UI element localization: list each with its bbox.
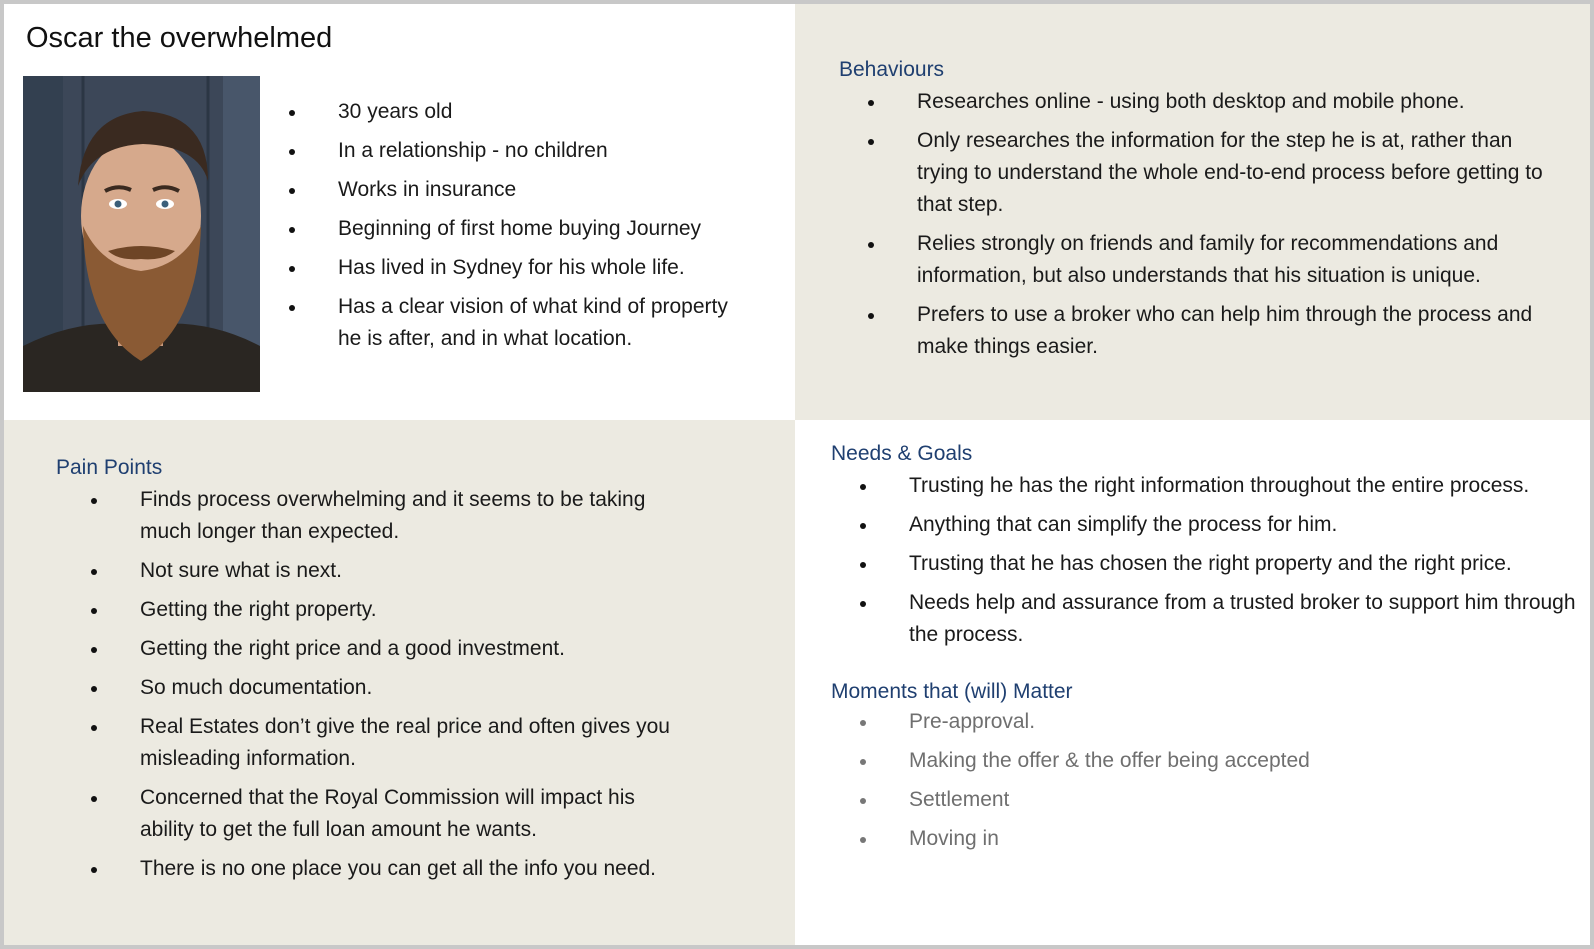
bullet-icon <box>289 266 295 272</box>
bullet-icon <box>868 100 874 106</box>
bullet-icon <box>860 523 866 529</box>
list-item: Moving in <box>857 823 1577 855</box>
list-item: There is no one place you can get all the info you need. <box>88 853 688 885</box>
bullet-icon <box>860 798 866 804</box>
list-item: Prefers to use a broker who can help him through the process and make things easier. <box>865 299 1565 363</box>
list-item: Trusting he has the right information throughout the entire process. <box>857 470 1577 502</box>
list-item: So much documentation. <box>88 672 688 704</box>
needs-goals-heading: Needs & Goals <box>831 442 973 465</box>
bullet-icon <box>91 796 97 802</box>
pain-points-heading: Pain Points <box>56 456 163 479</box>
persona-card <box>4 4 1590 945</box>
list-item: Has lived in Sydney for his whole life. <box>286 252 756 284</box>
bearded-man-portrait <box>23 76 260 392</box>
list-item: Pre-approval. <box>857 706 1577 738</box>
profile-section <box>4 4 795 420</box>
list-item: Anything that can simplify the process for him. <box>857 509 1577 541</box>
bullet-icon <box>289 149 295 155</box>
bullet-icon <box>91 569 97 575</box>
list-item: Finds process overwhelming and it seems to be taking much longer than expected. <box>88 484 688 548</box>
bullet-icon <box>289 227 295 233</box>
bullet-icon <box>289 110 295 116</box>
list-item: Relies strongly on friends and family for recommendations and information, but also understands that his situation is unique. <box>865 228 1565 292</box>
list-item: Concerned that the Royal Commission will impact his ability to get the full loan amount he wants. <box>88 782 688 846</box>
bullet-icon <box>860 759 866 765</box>
bullet-icon <box>91 867 97 873</box>
list-item: Real Estates don’t give the real price and often gives you misleading information. <box>88 711 688 775</box>
bullet-icon <box>860 837 866 843</box>
bullet-icon <box>860 601 866 607</box>
bullet-icon <box>91 498 97 504</box>
list-item: In a relationship - no children <box>286 135 756 167</box>
list-item: Not sure what is next. <box>88 555 688 587</box>
bullet-icon <box>91 647 97 653</box>
bullet-icon <box>860 484 866 490</box>
persona-name: Oscar the overwhelmed <box>26 22 333 54</box>
bullet-icon <box>91 725 97 731</box>
bullet-icon <box>868 242 874 248</box>
list-item: Getting the right price and a good investment. <box>88 633 688 665</box>
behaviours-list <box>865 86 1565 370</box>
pain-points-list <box>88 484 688 892</box>
bullet-icon <box>860 720 866 726</box>
list-item: Needs help and assurance from a trusted broker to support him through the process. <box>857 587 1577 651</box>
list-item: Settlement <box>857 784 1577 816</box>
list-item: 30 years old <box>286 96 756 128</box>
bullet-icon <box>289 305 295 311</box>
bullet-icon <box>91 686 97 692</box>
list-item: Researches online - using both desktop and mobile phone. <box>865 86 1565 118</box>
pain-points-section <box>4 420 795 945</box>
behaviours-heading: Behaviours <box>839 58 945 81</box>
bullet-icon <box>868 139 874 145</box>
bullet-icon <box>91 608 97 614</box>
list-item: Only researches the information for the step he is at, rather than trying to understand the whole end-to-end process before getting to that step. <box>865 125 1565 221</box>
bullet-icon <box>860 562 866 568</box>
moments-heading: Moments that (will) Matter <box>831 680 1073 703</box>
list-item: Beginning of first home buying Journey <box>286 213 756 245</box>
needs-goals-list <box>857 470 1577 658</box>
bullet-icon <box>868 313 874 319</box>
needs-goals-section <box>795 420 1590 945</box>
bullet-icon <box>289 188 295 194</box>
behaviours-section <box>795 4 1590 420</box>
persona-facts <box>286 96 756 362</box>
persona-photo <box>23 76 260 392</box>
list-item: Getting the right property. <box>88 594 688 626</box>
list-item: Has a clear vision of what kind of property he is after, and in what location. <box>286 291 756 355</box>
list-item: Works in insurance <box>286 174 756 206</box>
moments-list <box>857 706 1577 862</box>
list-item: Making the offer & the offer being accepted <box>857 745 1577 777</box>
list-item: Trusting that he has chosen the right property and the right price. <box>857 548 1577 580</box>
